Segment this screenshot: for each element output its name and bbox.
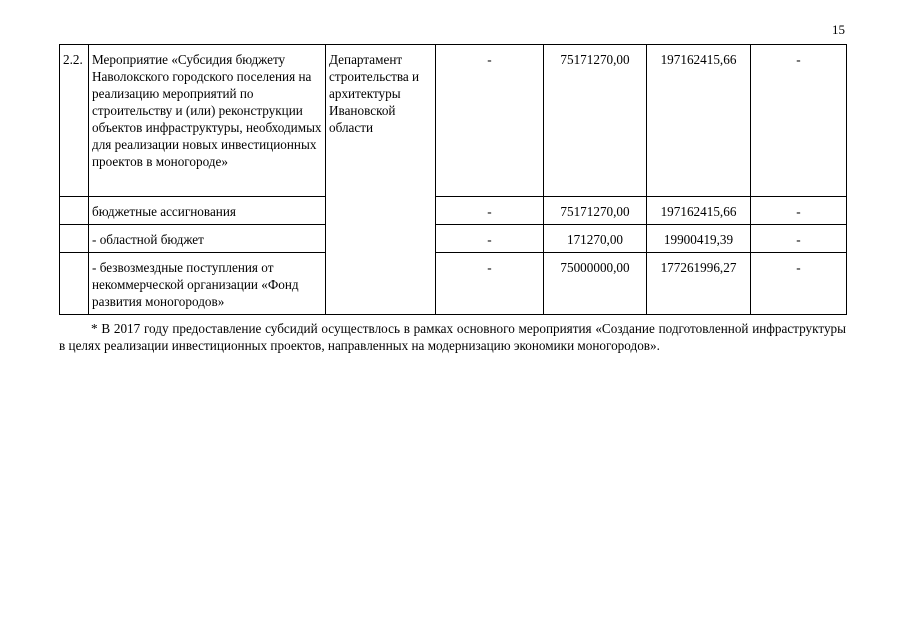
table-row <box>60 45 847 197</box>
value-cell: 19900419,39 <box>647 225 751 253</box>
value-cell: 177261996,27 <box>647 253 751 315</box>
row-number-cell <box>60 225 89 253</box>
value-cell: 197162415,66 <box>647 45 751 197</box>
value-cell: - <box>436 45 544 197</box>
value-cell: 75171270,00 <box>544 45 647 197</box>
activity-name-cell: бюджетные ассигнования <box>89 197 326 225</box>
table-row <box>60 197 847 225</box>
activity-name-cell: - безвозмездные поступления от некоммерческой организации «Фонд развития моногородов» <box>89 253 326 315</box>
value-cell: - <box>751 253 847 315</box>
row-number-cell: 2.2. <box>60 45 89 197</box>
activity-name-cell: Мероприятие «Субсидия бюджету Наволокского городского поселения на реализацию мероприятий по строительству и (или) реконструкции объектов инфраструктуры, необходимых для реализации новых инвестиционных проектов в моногороде» <box>89 45 326 197</box>
value-cell: - <box>751 45 847 197</box>
value-cell: 171270,00 <box>544 225 647 253</box>
value-cell: 197162415,66 <box>647 197 751 225</box>
value-cell: - <box>751 197 847 225</box>
page-number: 15 <box>832 22 845 37</box>
row-number-cell <box>60 197 89 225</box>
value-cell: - <box>436 197 544 225</box>
table-row <box>60 253 847 315</box>
value-cell: - <box>436 253 544 315</box>
row-number-cell <box>60 253 89 315</box>
value-cell: 75000000,00 <box>544 253 647 315</box>
value-cell: - <box>436 225 544 253</box>
table-row <box>60 225 847 253</box>
value-cell: 75171270,00 <box>544 197 647 225</box>
value-cell: - <box>751 225 847 253</box>
activity-name-cell: - областной бюджет <box>89 225 326 253</box>
footnote: * В 2017 году предоставление субсидий осуществлось в рамках основного мероприятия «Создание подготовленной инфраструктуры в целях реализации инвестиционных проектов, направленных на модернизацию экономики моногородов». <box>59 321 846 353</box>
department-cell: Департамент строительства и архитектуры Ивановской области <box>326 45 436 315</box>
budget-table <box>59 44 847 315</box>
